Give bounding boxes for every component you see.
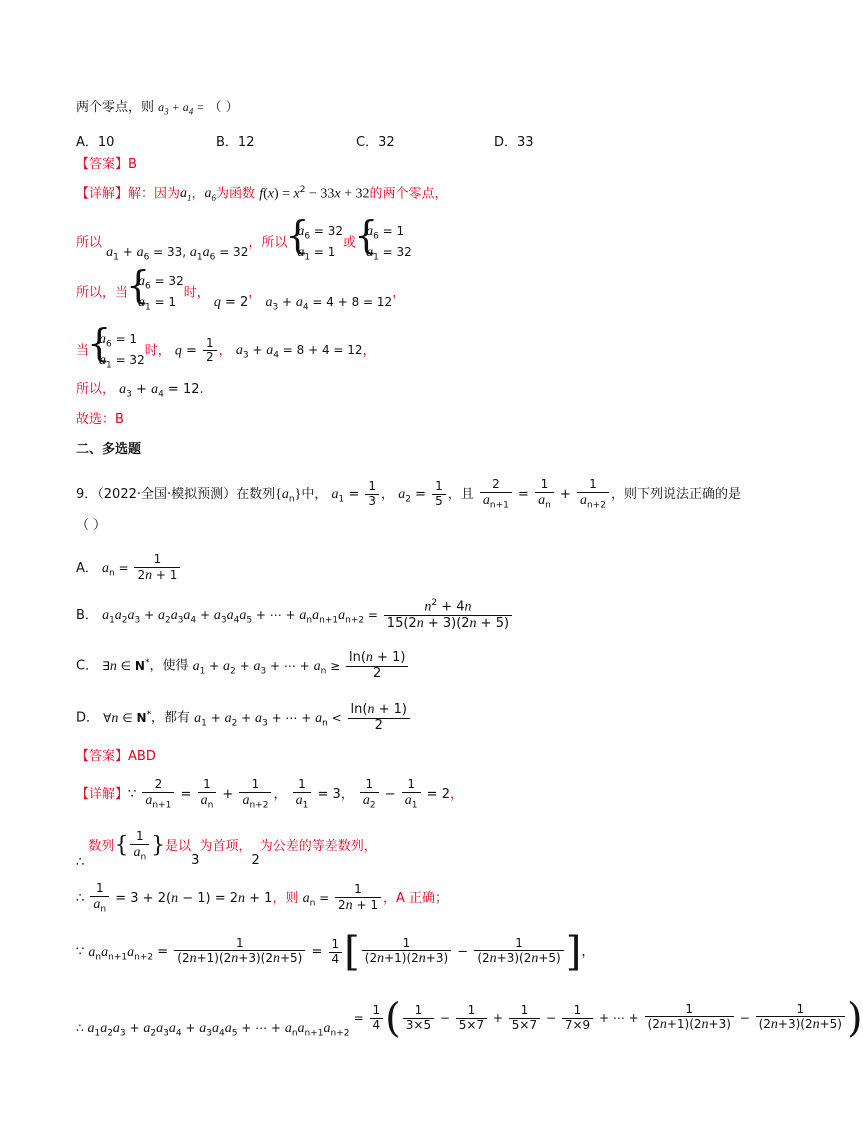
q8-choice-b[interactable]: B．12 [216, 135, 255, 150]
q8-choice-c[interactable]: C．32 [356, 135, 395, 150]
q8-choice-d[interactable]: D．33 [494, 135, 534, 150]
q8-choice-a[interactable]: A．10 [76, 135, 115, 150]
q9-option-c[interactable]: C． ∃n ∈ N*，使得 $a_1 + a_2 + a_3$ + ⋯ + $a_n$ ≥ $\frac{\ln(n + 1)}{2}$ [76, 650, 410, 682]
q9-source: （2022·全国·模拟预测） [97, 486, 237, 502]
q9-stem-line: 9．（2022·全国·模拟预测）在数列$\{a_n\}$中， $a_1$ = $\frac{1}{3}$ ， $a_2$ = $\frac{1}{5}$ ，且 $\frac{2}{a_{n+1}}$ = $\frac{1}{a_n}$ + $\frac{1}{a_{n+2}}$ ，则下列说法正确的是 [76, 477, 741, 511]
q8-detail-line1: 【详解】解：因为$a_1$，$a_6$为函数 $f(x) = x^2 - 33x + 32$的两个零点， [76, 185, 448, 204]
q9-number: 9． [76, 486, 98, 502]
q8-answer: 【答案】B [76, 157, 137, 172]
q9-detail-line2: ∴ 数列{ $\frac{1}{a_n}$ }是以3为首项，2为公差的等差数列， [76, 829, 377, 870]
section-title: 二、多选题 [76, 442, 142, 457]
q8-detail-line4: 当 { $a_6 = 1$ $a_1 = 32$ 时， q = $\frac{1}{2}$ ， $a_3 + a_4 = 8 + 4 = 12$， [76, 330, 376, 372]
q8-stem-paren: （ ） [208, 100, 239, 115]
q9-option-a[interactable]: A． $a_n$ = $\frac{1}{2n + 1}$ [76, 553, 182, 584]
q8-stem-line [76, 100, 239, 117]
q8-stem-expr: $a_3 + a_4$ = [158, 100, 205, 117]
q8-detail-line3: 所以，当 { $a_6 = 32$ $a_1 = 1$ 时， q = 2， $a_3 + a_4 = 4 + 8 = 12$， [76, 272, 405, 314]
q8-stem-text: 两个零点，则 [76, 100, 155, 115]
q9-detail-line3: ∴ $\frac{1}{a_n}$ = 3 + 2(n − 1) = 2n + 1，则 $a_n$ = $\frac{1}{2n + 1}$ ，A 正确； [76, 881, 448, 915]
q8-detail-line2: 所以 $a_1 + a_6 = 33$, $a_1a_6 = 32$，所以 { $a_6 = 32$ $a_1 = 1$ 或 { $a_6 = 1$ $a_1 = 32$ [76, 222, 412, 264]
q9-paren: （ ） [76, 518, 107, 533]
q9-detail-line1: 【详解】∵ $\frac{2}{a_{n+1}}$ = $\frac{1}{a_n}$ + $\frac{1}{a_{n+2}}$ ， $\frac{1}{a_1}$ = 3， $\frac{1}{a_2}$ − $\frac{1}{a_1}$ = 2， [76, 777, 463, 811]
q9-option-d[interactable]: D． ∀n ∈ N*，都有 $a_1 + a_2 + a_3$ + ⋯ + $a_n$ < $\frac{\ln(n + 1)}{2}$ [76, 702, 412, 734]
q8-conclusion: 故选：B [76, 412, 124, 427]
q9-detail-line5: ∴ $a_1a_2a_3 + a_2a_3a_4 + a_3a_4a_5$ + ⋯ + $a_na_{n+1}a_{n+2}$ = $\frac{1}{4}$ ( $\frac{1}{3\times 5}$ − $\frac{1}{5\times 7}$ + $\frac{1}{5\times 7}$ − $\frac{1}{7\times 9}$ + ⋯ + $\frac{1}{(2n+1)(2n+3)}$ − $\frac{1}{(2n+3)(2n+5)}$ ) [76, 995, 863, 1041]
q9-detail-line4: ∵ $a_na_{n+1}a_{n+2}$ = $\frac{1}{(2n+1)(2n+3)(2n+5)}$ = $\frac{1}{4}$ [ $\frac{1}{(2n+1)(2n+3)}$ − $\frac{1}{(2n+3)(2n+5)}$ ]， [76, 929, 595, 975]
q9-answer: 【答案】ABD [76, 749, 156, 764]
q9-option-b[interactable]: B． $a_1a_2a_3 + a_2a_3a_4 + a_3a_4a_5$ + ⋯ + $a_na_{n+1}a_{n+2}$ = $\frac{n^2 + 4n}{15(2n + 3)(2n + 5)}$ [76, 598, 514, 633]
q8-detail-line5: 所以， $a_3 + a_4 = 12$. [76, 382, 204, 400]
